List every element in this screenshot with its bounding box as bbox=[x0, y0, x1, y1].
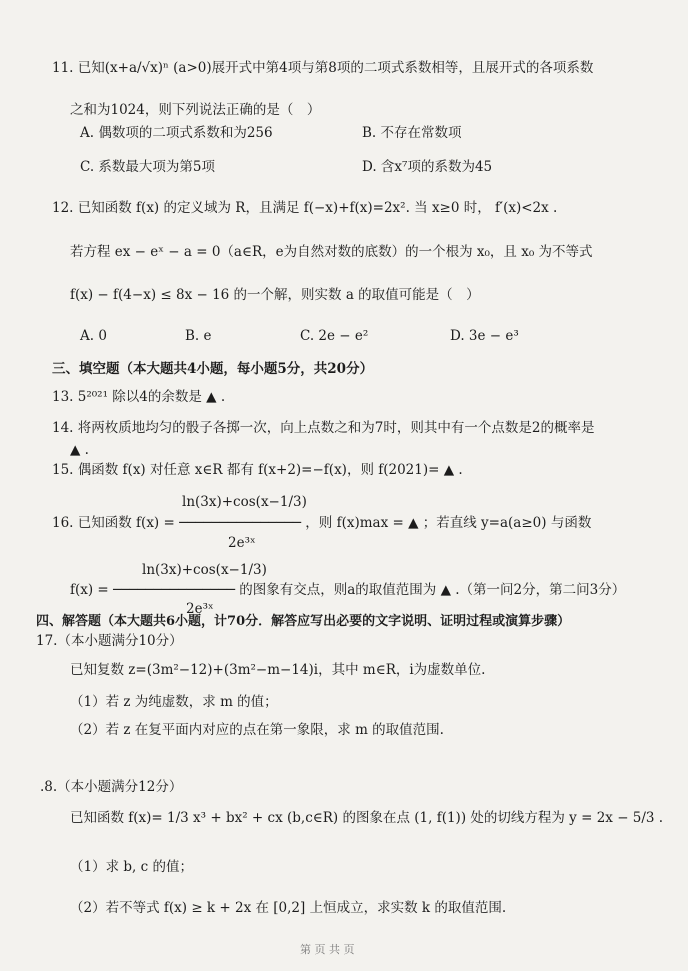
q12-stem-line3: f(x) − f(4−x) ≤ 8x − 16 的一个解，则实数 a 的取值可能是（ ） bbox=[70, 287, 480, 303]
q18-heading: .8.（本小题满分12分） bbox=[40, 779, 183, 795]
q13: 13. 5²⁰²¹ 除以4的余数是 ▲ . bbox=[52, 389, 226, 405]
q12-option-a: A. 0 bbox=[80, 328, 107, 344]
q12-stem-line2: 若方程 ex − eˣ − a = 0（a∈R，e为自然对数的底数）的一个根为 x₀，且 x₀ 为不等式 bbox=[70, 244, 593, 260]
q11-option-b: B. 不存在常数项 bbox=[362, 125, 462, 141]
q17-part1: （1）若 z 为纯虚数，求 m 的值； bbox=[70, 694, 278, 710]
section-3-heading: 三、填空题（本大题共4小题，每小题5分，共20分） bbox=[52, 361, 374, 377]
q16-fraction2-numerator: ln(3x)+cos(x−1/3) bbox=[142, 562, 267, 578]
q18-part2: （2）若不等式 f(x) ≥ k + 2x 在 [0,2] 上恒成立，求实数 k 的取值范围. bbox=[70, 900, 507, 916]
q16-line1: 16. 已知函数 f(x) = ─────────────── ，则 f(x)max = ▲ ；若直线 y=a(a≥0) 与函数 bbox=[52, 515, 592, 531]
q15: 15. 偶函数 f(x) 对任意 x∈R 都有 f(x+2)=−f(x)，则 f(2021)= ▲ . bbox=[52, 462, 463, 478]
q17-part2: （2）若 z 在复平面内对应的点在第一象限，求 m 的取值范围. bbox=[70, 722, 444, 738]
q14-line2: ▲ . bbox=[70, 442, 89, 458]
q12-option-b: B. e bbox=[185, 328, 212, 344]
q16-line2: f(x) = ─────────────── 的图象有交点，则a的取值范围为 ▲ .（第一问2分，第二问3分） bbox=[70, 582, 626, 598]
q11-option-d: D. 含x⁷项的系数为45 bbox=[362, 159, 493, 175]
q11-option-c: C. 系数最大项为第5项 bbox=[80, 159, 216, 175]
q14-line1: 14. 将两枚质地均匀的骰子各掷一次，向上点数之和为7时，则其中有一个点数是2的概率是 bbox=[52, 420, 595, 436]
q18-stem: 已知函数 f(x)= 1/3 x³ + bx² + cx (b,c∈R) 的图象在点 (1, f(1)) 处的切线方程为 y = 2x − 5/3 . bbox=[70, 810, 664, 826]
section-4-heading: 四、解答题（本大题共6小题，计70分．解答应写出必要的文字说明、证明过程或演算步骤） bbox=[36, 614, 571, 629]
q16-fraction-denominator: 2e³ˣ bbox=[228, 535, 256, 551]
q11-stem-line2: 之和为1024，则下列说法正确的是（ ） bbox=[70, 102, 321, 118]
page-footer: 第 页 共 页 bbox=[300, 943, 355, 956]
q17-heading: 17.（本小题满分10分） bbox=[36, 633, 183, 649]
q16-fraction-numerator: ln(3x)+cos(x−1/3) bbox=[182, 494, 307, 510]
q16-fraction2-denominator: 2e³ˣ bbox=[186, 601, 214, 617]
q11-option-a: A. 偶数项的二项式系数和为256 bbox=[80, 125, 273, 141]
q12-stem-line1: 12. 已知函数 f(x) 的定义域为 R，且满足 f(−x)+f(x)=2x². 当 x≥0 时， f′(x)<2x . bbox=[52, 200, 558, 216]
q11-stem-line1: 11. 已知(x+a/√x)ⁿ (a>0)展开式中第4项与第8项的二项式系数相等，且展开式的各项系数 bbox=[52, 60, 594, 76]
q18-part1: （1）求 b, c 的值； bbox=[70, 859, 193, 875]
q17-stem: 已知复数 z=(3m²−12)+(3m²−m−14)i，其中 m∈R，i为虚数单位. bbox=[70, 662, 486, 678]
q12-option-d: D. 3e − e³ bbox=[450, 328, 519, 344]
q12-option-c: C. 2e − e² bbox=[300, 328, 369, 344]
